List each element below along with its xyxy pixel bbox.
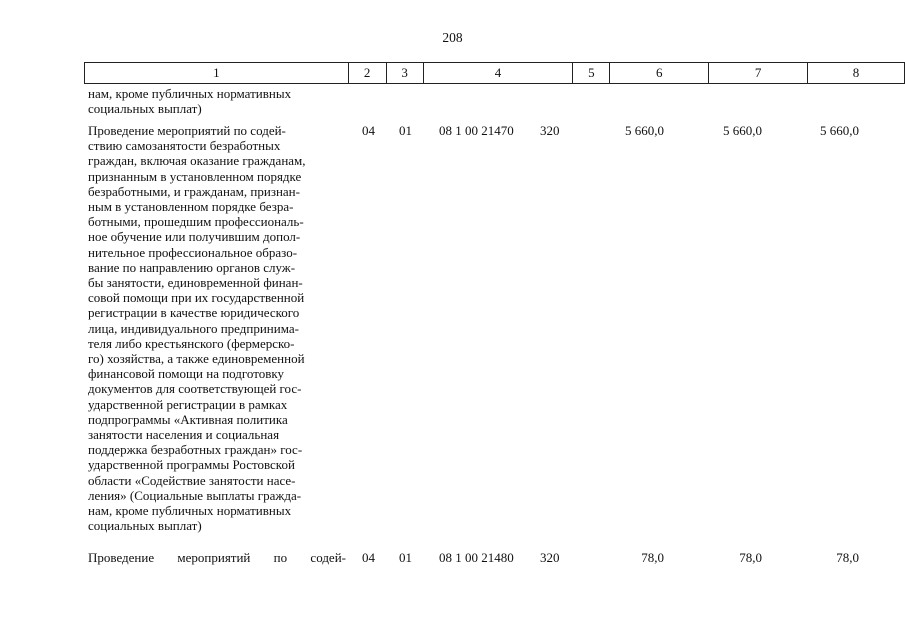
- row-description: Проведение мероприятий по содей- ствию самозанятости безработных граждан, включая оказание гражданам, признанным в установленном порядке безработными, и гражданам, признан- ным в установленном порядке безра- ботными, прошедшим профессиональ- ное обучение или получившим допол- нительное профессиональное образо- вание по направлению органов служ- бы занятости, единовременной финан- совой помощи при их государственной регистрации в качестве юридического лица, индивидуального предпринима- теля либо крестьянского (фермерско- го) хозяйства, а также единовременной финансовой помощи на подготовку документов для соответствующей гос- ударственной регистрации в рамках подпрограммы «Активная политика занятости населения и социальная поддержка безработных граждан» гос- ударственной программы Ростовской области «Содействие занятости насе- ления» (Социальные выплаты гражда- нам, кроме публичных нормативных социальных выплат): [88, 123, 306, 534]
- column-header-3: 3: [386, 63, 423, 84]
- column-header-table: [84, 62, 905, 84]
- column-header-4: 4: [423, 63, 573, 84]
- page-number: 208: [442, 30, 463, 45]
- row-amount-col7: 5 660,0: [723, 123, 762, 138]
- row-amount-col6: 78,0: [641, 550, 664, 565]
- table-row: [88, 123, 859, 543]
- row-target-code: 08 1 00 21470: [439, 123, 514, 138]
- column-header-8: 8: [808, 63, 905, 84]
- column-header-7: 7: [709, 63, 808, 84]
- row-amount-col6: 5 660,0: [625, 123, 664, 138]
- row-amount-col8: 5 660,0: [820, 123, 859, 138]
- column-header-1: 1: [85, 63, 349, 84]
- row-amount-col7: 78,0: [739, 550, 762, 565]
- row-expense-type: 320: [540, 123, 560, 138]
- row-subsection-code: 01: [399, 550, 412, 565]
- row-description: нам, кроме публичных нормативных социальных выплат): [88, 86, 292, 117]
- column-header-6: 6: [610, 63, 709, 84]
- column-header-5: 5: [573, 63, 610, 84]
- row-expense-type: 320: [540, 550, 560, 565]
- row-section-code: 04: [362, 550, 375, 565]
- table-row: [88, 550, 859, 570]
- row-target-code: 08 1 00 21480: [439, 550, 514, 565]
- row-description: Проведение мероприятий по содей-: [88, 550, 346, 565]
- row-amount-col8: 78,0: [836, 550, 859, 565]
- column-header-2: 2: [348, 63, 386, 84]
- row-subsection-code: 01: [399, 123, 412, 138]
- row-section-code: 04: [362, 123, 375, 138]
- column-header-row: [85, 63, 905, 84]
- table-row: [88, 86, 859, 118]
